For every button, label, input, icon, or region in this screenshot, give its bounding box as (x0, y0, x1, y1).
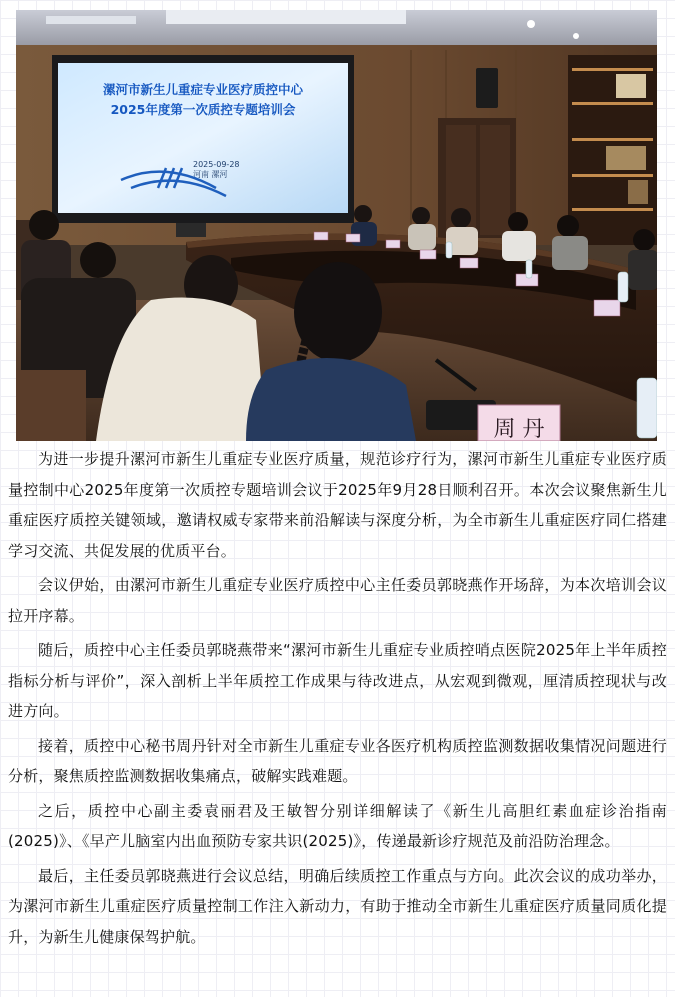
paragraph-data-collection: 接着，质控中心秘书周丹针对全市新生儿重症专业各医疗机构质控监测数据收集情况问题进行分析，聚焦质控监测数据收集痛点，破解实践难题。 (8, 736, 667, 785)
slide-location: 河南 漯河 (193, 170, 228, 179)
paragraph-guidelines: 之后，质控中心副主委袁丽君及王敏智分别详细解读了《新生儿高胆红素血症诊治指南(2025)》、《早产儿脑室内出血预防专家共识(2025)》，传递最新诊疗规范及前沿防治理念。 (8, 801, 667, 850)
slide-title-line2: 2025年度第一次质控专题培训会 (110, 102, 296, 117)
paragraph-summary: 最后，主任委员郭晓燕进行会议总结，明确后续质控工作重点与方向。此次会议的成功举办，为漯河市新生儿重症医疗质量控制工作注入新动力，有助于推动全市新生儿重症医疗质量同质化提升，为新生儿健康保驾护航。 (8, 866, 667, 946)
slide-date: 2025-09-28 (193, 160, 240, 169)
paragraph-intro: 为进一步提升漯河市新生儿重症专业医疗质量，规范诊疗行为，漯河市新生儿重症专业医疗质量控制中心2025年度第一次质控专题培训会议于2025年9月28日顺利召开。本次会议聚焦新生儿重症医疗质控关键领域，邀请权威专家带来前沿解读与深度分析，为全市新生儿重症医疗同仁搭建学习交流、共促发展的优质平台。 (8, 450, 667, 560)
name-plate: 周 丹 (493, 417, 545, 441)
meeting-photo (16, 10, 657, 441)
paragraph-analysis: 随后，质控中心主任委员郭晓燕带来“漯河市新生儿重症专业质控哨点医院2025年上半年质控指标分析与评价”，深入剖析上半年质控工作成果与待改进点，从宏观到微观，厘清质控现状与改进方向。 (8, 641, 667, 720)
paragraph-opening: 会议伊始，由漯河市新生儿重症专业医疗质控中心主任委员郭晓燕作开场辞，为本次培训会议拉开序幕。 (8, 576, 667, 625)
article-body (8, 444, 667, 956)
slide-title-line1: 漯河市新生儿重症专业医疗质控中心 (102, 82, 304, 97)
